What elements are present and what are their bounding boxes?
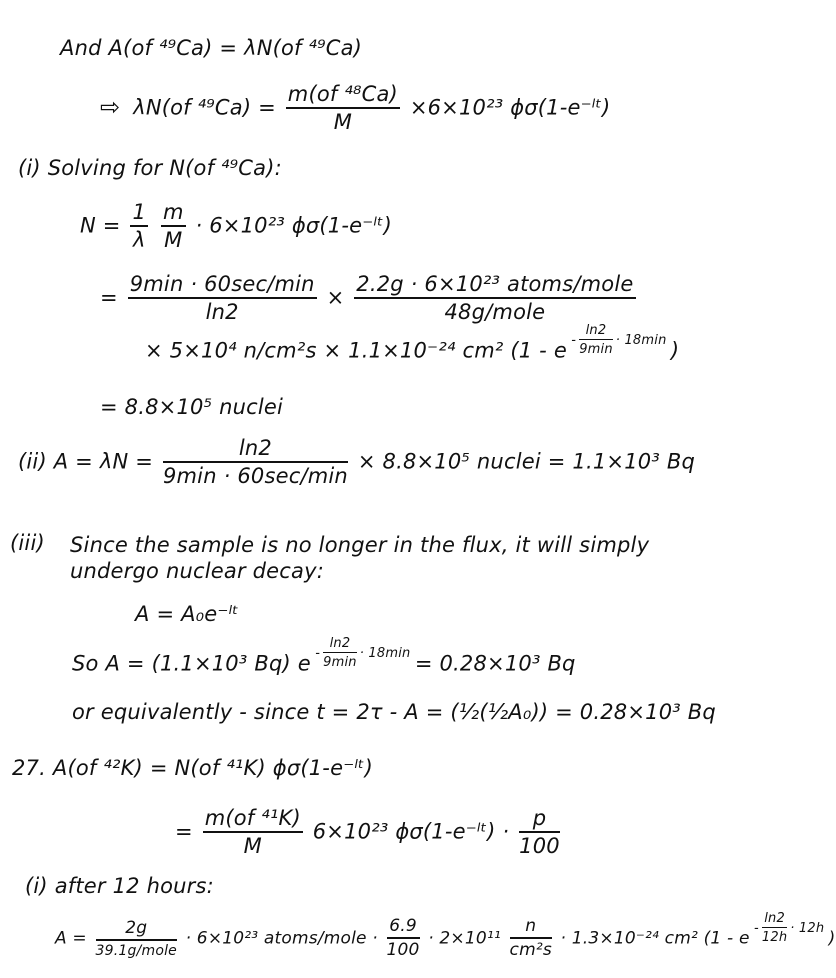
p27-flux-value: · 2×10¹¹	[428, 928, 501, 949]
m-over-M: $\frac{m}{M}$	[162, 200, 184, 252]
part-i-label	[18, 158, 282, 179]
intro-equation	[60, 38, 362, 59]
part-i-label-text: (i) Solving for N(of ⁴⁹Ca):	[18, 156, 282, 180]
calc2-close: )	[670, 338, 680, 363]
part-iii-label-text: (iii)	[10, 531, 45, 555]
p27-mass-molar: $\frac{2g}{\text{39.1g/mole}}$	[95, 917, 177, 959]
part-iii-sentence1: Since the sample is no longer in the flux, it will simply	[70, 533, 650, 557]
ln2-over-time: $\frac{\ln 2}{9\min \cdot 60\sec/\min}$	[162, 436, 348, 488]
intro-text: And A(of ⁴⁹Ca) = λN(of ⁴⁹Ca)	[60, 36, 363, 60]
p27-mid: 6×10²³ ϕσ(1-e⁻ˡᵗ) ·	[312, 819, 510, 844]
time-over-ln2: $\frac{9\min \cdot 60\sec/\min}{\ln 2}$	[129, 272, 315, 324]
part-i-n-equation	[80, 202, 392, 251]
one-over-lambda: $\frac{1}{\lambda}$	[132, 200, 147, 252]
equivalent-statement: or equivalently - since t = 2τ - A = (½(½A₀)) = 0.28×10³ Bq	[72, 700, 716, 724]
part-ii-equation	[18, 438, 695, 487]
part-ii-label: (ii) A = λN =	[18, 449, 154, 474]
p27-equals: =	[175, 819, 193, 844]
calc2-exponent: - ln2 9min · 18min	[566, 323, 667, 357]
p27-abundance: $\frac{6.9}{100}$	[386, 916, 420, 960]
n-rest: · 6×10²³ ϕσ(1-e⁻ˡᵗ)	[195, 213, 393, 238]
calc-equals: =	[100, 285, 118, 310]
mass-atoms-fraction: $\frac{\text{2.2g · 6×10²³ atoms/mole}}{\text{48g/mole}}$	[356, 272, 634, 324]
part-ii-rest: × 8.8×10⁵ nuclei = 1.1×10³ Bq	[357, 449, 695, 474]
p27-avogadro: · 6×10²³ atoms/mole ·	[185, 928, 378, 949]
problem-27-activity: 27. A(of ⁴²K) = N(of ⁴¹K) ϕσ(1-e⁻ˡᵗ)	[12, 756, 373, 780]
part-iii-sentence2: undergo nuclear decay:	[70, 559, 325, 583]
after-12-hours: (i) after 12 hours:	[25, 874, 214, 898]
part-iii-text-line1	[70, 535, 649, 556]
p27-percent-fraction: $\frac{p}{100}$	[519, 806, 560, 858]
part-i-calc-line1	[100, 274, 639, 323]
p27-flux-units: $\frac{n}{\text{cm²s}}$	[509, 916, 552, 960]
part-i-calc-line2	[145, 323, 680, 370]
nuclei-result: = 8.8×10⁵ nuclei	[100, 395, 284, 419]
n-lhs: N =	[80, 213, 121, 238]
part-iii-decay-law	[135, 604, 239, 625]
calc-times: ×	[326, 285, 345, 310]
intro-derivation	[100, 84, 610, 133]
mass-over-molar-fraction: $\frac{\text{m(of ⁴⁸Ca)}}{M}$	[287, 82, 398, 134]
derivation-rest: ×6×10²³ ϕσ(1-e⁻ˡᵗ)	[409, 95, 611, 120]
part-iii-label	[10, 533, 45, 554]
derivation-lhs: λN(of ⁴⁹Ca) =	[133, 95, 276, 120]
part-iii-text-line2	[70, 561, 324, 582]
problem-27-line1	[12, 758, 373, 779]
p27-exponent: - ln2 12h · 12h	[749, 911, 825, 945]
problem-27-sub-label	[25, 876, 214, 897]
p27-cross-section: · 1.3×10⁻²⁴ cm² (1 - e	[560, 928, 750, 949]
p27-close: )	[828, 928, 836, 949]
calc2-main: × 5×10⁴ n/cm²s × 1.1×10⁻²⁴ cm² (1 - e	[145, 338, 567, 363]
problem-27-activity-calc	[55, 911, 836, 960]
part-iii-equivalent	[72, 702, 716, 723]
decay-calc-exponent: - ln2 9min · 18min	[310, 636, 411, 670]
p27-mass-fraction: $\frac{\text{m(of ⁴¹K)}}{M}$	[204, 806, 301, 858]
p27-a-lhs: A =	[55, 928, 87, 949]
implies-arrow-icon: ⇨	[100, 92, 121, 121]
decay-calc-main: So A = (1.1×10³ Bq) e	[72, 651, 311, 676]
problem-27-line2	[175, 808, 563, 857]
decay-law: A = A₀e⁻ˡᵗ	[135, 602, 239, 626]
part-i-result	[100, 397, 283, 418]
part-iii-decay-calc	[72, 636, 576, 683]
decay-calc-result: = 0.28×10³ Bq	[414, 651, 576, 676]
